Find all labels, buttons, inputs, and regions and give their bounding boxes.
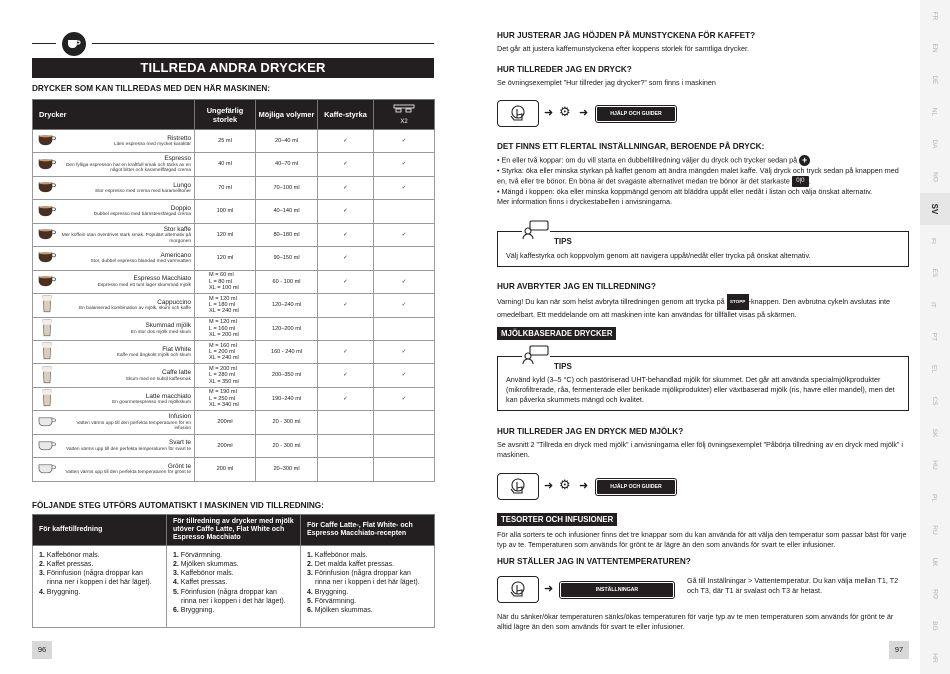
volume-cell: 20–300 ml (256, 458, 318, 481)
double-cell (374, 458, 435, 481)
s3-bullet-2: • Styrka: öka eller minska styrkan på kaffet genom att ändra mängden malet kaffe. Välj dryck och tryck sedan på knappen med en, två eller tre bönor. En böna är det svagaste alternativet medan tre bönor är det starkaste 0|0 . (497, 166, 899, 186)
s5-title: HUR TILLREDER JAG EN DRYCK MED MJÖLK? (497, 427, 684, 436)
language-tab-label: CS (931, 396, 939, 406)
tea-text: För alla sorters te och infusioner finns det tre knappar som du kan använda för att välja den temperatur som passar bäst för varje typ av te. Temperaturen som används för grönt te är lägre än den som används för svart te eller infusioner. (497, 530, 907, 550)
col-double (374, 100, 435, 130)
drink-name: Espresso (164, 155, 191, 163)
s4-text: Varning! Du kan när som helst avbryta tillredningen genom att trycka på STOPP -knappen. Den avbrutna cykeln avslutas inte omedelbart. Ett meddelande om att maskinen inte kan användas för tillfället visas på skärmen. (497, 294, 909, 320)
tips-text-2: Använd kyld (3–5 °C) och pastöriserad UHT-behandlad mjölk för skummet. Det går att använda specialmjölkprodukter (mikrofiltrerade, råa, fermenterade eller berikade mjölkprodukter) eller växtbaserad mjölk (ris, havre eller mandel), men det kan påverka skummets mängd och kvalitet. (506, 375, 895, 405)
strength-cell (318, 317, 374, 340)
drink-cell (33, 364, 195, 387)
size-cell (195, 270, 256, 293)
gear-icon: ⚙ (559, 477, 571, 492)
language-tab-label: DE (931, 75, 939, 85)
table-row (33, 223, 435, 246)
table-row (33, 340, 435, 363)
touch-hand-icon (497, 100, 539, 127)
size-value: 200ml (217, 442, 233, 449)
cup-icon (37, 462, 57, 476)
double-cell: ✓ (374, 176, 435, 199)
cup-icon (37, 342, 57, 362)
step-item: 6. Bryggning. (173, 606, 215, 614)
drink-cell (33, 411, 195, 434)
table-row (33, 247, 435, 270)
drink-cell (33, 458, 195, 481)
steps-col-body (301, 546, 435, 628)
col-volume: Möjliga volymer (256, 100, 318, 130)
step-item: 1. Kaffebönor mals. (39, 552, 100, 560)
coffee-cup-icon (62, 32, 86, 56)
table-row (33, 176, 435, 199)
language-tab-ro[interactable] (920, 578, 950, 610)
language-tab-hr[interactable] (920, 642, 950, 674)
stop-button: STOPP (727, 294, 749, 310)
double-cell: ✓ (374, 364, 435, 387)
strength-cell: ✓ (318, 270, 374, 293)
language-tab-label: UK (931, 557, 939, 567)
steps-col-header: För tillredning av drycker med mjölk utöver Caffe Latte, Flat White och Espresso Macchiato (167, 515, 301, 546)
language-tab-label: SV (929, 203, 939, 214)
drink-desc: Den fylliga espresson har en kraftfull smak och täcks av en något bitter och karamellfärgad crema (65, 162, 191, 174)
volume-cell: 190–240 ml (256, 387, 318, 410)
drink-cell (33, 340, 195, 363)
volume-cell: 90–150 ml (256, 247, 318, 270)
drink-desc: Stor, dubbel espresso blandad med varmvatten (90, 259, 191, 265)
strength-cell: ✓ (318, 294, 374, 317)
tips-title: TIPS (554, 237, 572, 246)
size-value: 25 ml (218, 138, 232, 144)
double-label: X2 (400, 119, 408, 125)
step-item: 3. Kaffebönor mals. (173, 570, 234, 578)
language-tab-cs[interactable] (920, 385, 950, 417)
volume-cell: 40–140 ml (256, 200, 318, 223)
arrow-icon: ➜ (579, 480, 589, 492)
double-cell: ✓ (374, 387, 435, 410)
language-tab-bg[interactable] (920, 610, 950, 642)
double-cell: ✓ (374, 270, 435, 293)
plus-icon: + (799, 155, 810, 166)
size-value: 120 ml (216, 255, 234, 262)
step-item: 2. Det malda kaffet pressas. (307, 561, 395, 569)
cup-icon (37, 228, 57, 242)
double-cell: ✓ (374, 340, 435, 363)
table-row (33, 317, 435, 340)
page-title: TILLREDA ANDRA DRYCKER (32, 58, 434, 78)
strength-cell: ✓ (318, 247, 374, 270)
size-value: M = 120 ml L = 180 ml XL = 240 ml (209, 295, 239, 315)
steps-col-header: För kaffetillredning (33, 515, 167, 546)
volume-cell: 80–180 ml (256, 223, 318, 246)
step-item: 1. Förvärmning. (173, 552, 223, 560)
cup-icon (37, 204, 57, 218)
volume-cell: 200–350 ml (256, 364, 318, 387)
language-tab-label: NO (931, 171, 939, 182)
language-tab-el[interactable] (920, 353, 950, 385)
drink-name: Americano (160, 251, 191, 259)
drink-name: Doppio (170, 205, 191, 213)
size-cell (195, 223, 256, 246)
cup-icon (37, 415, 57, 429)
s6-title: HUR STÄLLER JAG IN VATTENTEMPERATUREN? (497, 557, 691, 566)
strength-cell: ✓ (318, 387, 374, 410)
drink-name: Skummad mjölk (145, 322, 191, 330)
step-item: 2. Kaffet pressas. (39, 561, 94, 569)
speech-bubble-person-icon (522, 220, 550, 240)
language-tab-uk[interactable] (920, 546, 950, 578)
s1-text: Det går att justera kaffemunstyckena efter koppens storlek för samtliga drycker. (497, 44, 749, 53)
s1-title: HUR JUSTERAR JAG HÖJDEN PÅ MUNSTYCKENA FÖR KAFFET? (497, 31, 756, 40)
table-row (33, 294, 435, 317)
drink-name: Flat White (162, 345, 191, 353)
s3-bullet-3: • Mängd i koppen: öka eller minska koppmängd genom att bläddra uppåt eller nedåt i listan och välja önskat alternativ. (497, 187, 873, 197)
size-cell (195, 411, 256, 434)
drink-desc: Kaffe med ångkokt mjölk och skum (116, 353, 191, 359)
step-item: 6. Mjölken skummas. (307, 606, 373, 614)
language-tab-label: EL (930, 365, 938, 374)
flow-help (497, 100, 687, 128)
language-tab-it[interactable] (920, 289, 950, 321)
language-tab-label: BG (931, 621, 939, 631)
steps-list (39, 551, 160, 596)
s4-title: HUR AVBRYTER JAG EN TILLREDNING? (497, 282, 656, 291)
language-tab-label: ES (930, 268, 938, 278)
drink-cell (33, 130, 195, 153)
size-cell (195, 317, 256, 340)
table-row (33, 364, 435, 387)
strength-cell: ✓ (318, 153, 374, 176)
s5-text: Se avsnitt 2 ”Tillreda en dryck med mjölk” i anvisningarna eller följ övningsexemplet ”Påbörja tillredning av en dryck med mjölk” i maskinen. (497, 440, 903, 460)
table-row (33, 200, 435, 223)
size-cell (195, 176, 256, 199)
step-item: 4. Kaffet pressas. (173, 579, 228, 587)
cup-icon (37, 134, 57, 148)
drink-name: Espresso Macchiato (133, 275, 191, 283)
double-cell (374, 200, 435, 223)
volume-cell: 20 - 300 ml (256, 411, 318, 434)
cup-icon (37, 275, 57, 289)
arrow-icon: ➜ (544, 583, 554, 595)
language-tab-label: PT (930, 332, 938, 342)
drink-name: Cappuccino (157, 298, 191, 306)
strength-cell: ✓ (318, 340, 374, 363)
speech-bubble-person-icon (522, 345, 550, 365)
s3-bullet-1: • En eller två koppar: om du vill starta en dubbeltillredning väljer du dryck och trycker sedan på + (497, 155, 909, 166)
cup-icon (37, 181, 57, 195)
size-value: M = 190 ml L = 250 ml XL = 340 ml (209, 389, 239, 409)
language-tab-fi[interactable] (920, 225, 950, 257)
table-row (33, 458, 435, 481)
cup-icon (37, 157, 57, 171)
size-cell (195, 434, 256, 457)
volume-cell: 40–70 ml (256, 153, 318, 176)
strength-cell: ✓ (318, 176, 374, 199)
size-value: M = 200 ml L = 280 ml XL = 350 ml (209, 365, 239, 385)
strength-cell: ✓ (318, 130, 374, 153)
drink-desc: Stor espresso med crema med karamelltoner (95, 189, 191, 195)
col-strength: Kaffe-styrka (318, 100, 374, 130)
double-cup-icon (393, 104, 415, 114)
size-value: M = 120 ml L = 160 ml XL = 200 ml (209, 319, 239, 338)
size-value: 40 ml (218, 161, 232, 168)
strength-cell: ✓ (318, 200, 374, 223)
drink-cell (33, 200, 195, 223)
language-tab-label: PL (930, 493, 938, 502)
size-cell (195, 364, 256, 387)
size-cell (195, 294, 256, 317)
drink-desc: Dubbel espresso med bärnstensfärgad crema (93, 212, 191, 218)
double-cell: ✓ (374, 223, 435, 246)
step-item: 2. Mjölken skummas. (173, 561, 239, 569)
table-row (33, 434, 435, 457)
size-cell (195, 340, 256, 363)
language-tab-label: RO (931, 588, 939, 599)
language-tab-da[interactable] (920, 128, 950, 160)
step-item: 3. Förinfusion (några droppar kan rinna ner i koppen i det här läget). (39, 570, 152, 587)
step-item: 4. Bryggning. (39, 588, 81, 596)
language-tab-label: RU (931, 524, 939, 535)
col-drink: Drycker (33, 100, 195, 130)
volume-cell: 120–200 ml (256, 317, 318, 340)
language-tab-pl[interactable] (920, 482, 950, 514)
touch-hand-icon (497, 576, 539, 603)
drinks-table-heading: DRYCKER SOM KAN TILLREDAS MED DEN HÄR MASKINEN: (32, 84, 271, 93)
cup-icon (37, 389, 57, 409)
drink-cell (33, 294, 195, 317)
drink-cell (33, 270, 195, 293)
strength-icon: 0|0 (792, 176, 809, 187)
strength-cell (318, 411, 374, 434)
table-row (33, 270, 435, 293)
language-tab-sk[interactable] (920, 417, 950, 449)
size-cell (195, 458, 256, 481)
drink-cell (33, 223, 195, 246)
step-item: 3. Förinfusion (några droppar kan rinna ner i koppen i det här läget). (307, 570, 420, 587)
volume-cell: 160 - 240 ml (256, 340, 318, 363)
gear-icon: ⚙ (559, 104, 571, 119)
volume-cell: 60 - 100 ml (256, 270, 318, 293)
tea-section-label: TESORTER OCH INFUSIONER (497, 513, 617, 526)
drink-desc: En balanserad kombination av mjölk, skum och kaffe (79, 306, 191, 312)
volume-cell: 70–100 ml (256, 176, 318, 199)
size-cell (195, 200, 256, 223)
drink-desc: Mer koffein utan överdrivet stark smak. Populärt alternativ på morgonen (61, 233, 191, 244)
drink-desc: Vatten värms upp till den perfekta temperaturen för grönt te (65, 470, 191, 476)
tips-text-1: Välj kaffestyrka och koppvolym genom att navigera uppåt/nedåt eller trycka på önskat alternativ. (506, 251, 811, 260)
drink-name: Lungo (173, 181, 191, 189)
language-tab-label: FI (929, 237, 937, 244)
s6-side: Gå till Inställningar > Vattentemperatur. Du kan välja mellan T1, T2 och T3, där T1 är svalast och T3 är hetast. (687, 576, 899, 596)
table-row (33, 411, 435, 434)
volume-cell: 20–40 ml (256, 130, 318, 153)
s3-body (497, 155, 909, 208)
tips-box-1 (497, 231, 909, 267)
drink-name: Latte macchiato (145, 392, 191, 400)
table-row (33, 387, 435, 410)
s3-title: DET FINNS ETT FLERTAL INSTÄLLNINGAR, BEROENDE PÅ DRYCK: (497, 142, 765, 151)
size-value: M = 160 ml L = 200 ml XL = 240 ml (209, 342, 239, 362)
col-size: Ungefärlig storlek (195, 100, 256, 130)
help-guides-button[interactable]: HJÄLP OCH GUIDER (597, 107, 675, 121)
volume-cell: 120–240 ml (256, 294, 318, 317)
arrow-icon: ➜ (544, 107, 554, 119)
cup-icon (37, 439, 57, 453)
double-cell (374, 317, 435, 340)
flow-help-milk (497, 473, 687, 501)
size-value: 70 ml (218, 184, 232, 191)
language-tab-pt[interactable] (920, 321, 950, 353)
size-value: 200ml (217, 419, 233, 426)
step-item: 5. Förinfusion (några droppar kan rinna ner i koppen i det här läget). (173, 588, 286, 605)
cup-icon (37, 319, 57, 339)
double-cell (374, 434, 435, 457)
double-cell (374, 411, 435, 434)
s6-text: När du sänker/ökar temperaturen sänks/ökas temperaturen för varje typ av te men temperaturen som används för grönt te är alltid lägre än den som används för svart te eller infusioner. (497, 612, 894, 632)
drink-name: Stor kaffe (163, 225, 191, 233)
language-tab-en[interactable] (920, 32, 950, 64)
language-tab-label: DA (931, 139, 939, 149)
drink-cell (33, 317, 195, 340)
drink-cell (33, 434, 195, 457)
tips-title: TIPS (554, 362, 572, 371)
strength-cell: ✓ (318, 364, 374, 387)
size-cell (195, 387, 256, 410)
step-item: 4. Bryggning. (307, 588, 349, 596)
drink-name: Infusion (168, 413, 191, 421)
page-number-left: 96 (32, 641, 52, 659)
arrow-icon: ➜ (579, 107, 589, 119)
volume-cell: 20 - 300 ml (256, 434, 318, 457)
steps-list (307, 551, 428, 615)
step-item: 5. Förvärmning. (307, 597, 357, 605)
drink-name: Svart te (168, 439, 191, 447)
drink-desc: En gourmetespresso med mjölkskum (112, 399, 191, 405)
strength-cell (318, 458, 374, 481)
size-value: 200 ml (216, 466, 234, 473)
language-tab-label: HU (931, 460, 939, 471)
double-cell: ✓ (374, 130, 435, 153)
language-tab-fr[interactable] (920, 0, 950, 32)
language-tab-sv[interactable] (920, 193, 950, 225)
drink-desc: Vatten värms upp till den perfekta temperaturen för svart te (66, 446, 191, 452)
page-number-right: 97 (889, 641, 909, 659)
help-guides-button[interactable]: HJÄLP OCH GUIDER (597, 480, 675, 494)
steps-col-body (167, 546, 301, 628)
drink-name: Ristretto (167, 134, 191, 142)
milk-section-label: MJÖLKBASERADE DRYCKER (497, 327, 616, 340)
arrow-icon: ➜ (544, 480, 554, 492)
size-value: M = 60 ml L = 80 ml XL = 100 ml (209, 272, 239, 292)
language-tab-label: EN (931, 43, 939, 53)
steps-heading: FÖLJANDE STEG UTFÖRS AUTOMATISKT I MASKINEN VID TILLREDNING: (32, 501, 324, 510)
strength-cell: ✓ (318, 223, 374, 246)
drink-desc: Skum med en subtil kaffesmak (125, 376, 191, 382)
settings-button[interactable]: INSTÄLLNINGAR (561, 583, 673, 597)
language-tab-nl[interactable] (920, 96, 950, 128)
size-value: 100 ml (216, 208, 234, 215)
language-tab-hu[interactable] (920, 449, 950, 481)
language-tab-label: NL (930, 108, 938, 117)
step-item: 1. Kaffebönor mals. (307, 552, 368, 560)
s2-text: Se övningsexemplet ”Hur tillreder jag drycker?” som finns i maskinen (497, 78, 716, 87)
table-row (33, 153, 435, 176)
drink-cell (33, 247, 195, 270)
steps-list (173, 551, 294, 615)
size-cell (195, 247, 256, 270)
strength-cell (318, 434, 374, 457)
double-cell: ✓ (374, 153, 435, 176)
flow-settings (497, 576, 687, 604)
drink-cell (33, 176, 195, 199)
table-row (33, 130, 435, 153)
size-cell (195, 153, 256, 176)
drinks-table (32, 99, 435, 482)
drink-desc: Vatten värms upp till den perfekta temperaturen för en infusion (76, 420, 191, 432)
language-tab-no[interactable] (920, 161, 950, 193)
language-tab-ru[interactable] (920, 514, 950, 546)
cup-icon (37, 251, 57, 265)
drink-name: Caffe latte (161, 369, 191, 377)
touch-hand-icon (497, 473, 539, 500)
drink-desc: En stor dos mjölk med skum (130, 329, 191, 335)
steps-table (32, 514, 435, 628)
cup-icon (37, 365, 57, 385)
drink-name: Grönt te (167, 462, 191, 470)
drink-cell (33, 387, 195, 410)
size-value: 120 ml (216, 231, 234, 238)
size-cell (195, 130, 256, 153)
double-cell: ✓ (374, 294, 435, 317)
drink-desc: Espresso med ett tunt lager skummad mjölk (97, 282, 191, 288)
language-tab-label: SK (930, 429, 938, 438)
language-tab-label: FR (930, 11, 938, 21)
cup-icon (37, 295, 57, 315)
s2-title: HUR TILLREDER JAG EN DRYCK? (497, 65, 632, 74)
language-tab-es[interactable] (920, 257, 950, 289)
s3-more: Mer information finns i dryckestabellen i anvisningarna. (497, 197, 672, 207)
language-tabs (920, 0, 950, 674)
header-rule-right (92, 43, 434, 44)
header-rule-left (32, 43, 56, 44)
tips-box-2 (497, 356, 909, 411)
language-tab-label: IT (929, 302, 937, 308)
drink-cell (33, 153, 195, 176)
language-tab-label: HR (931, 653, 939, 663)
language-tab-de[interactable] (920, 64, 950, 96)
steps-col-header: För Caffe Latte-, Flat White- och Espresso Macchiato-recepten (301, 515, 435, 546)
drink-desc: Liten espresso med mycket karaktär (113, 142, 191, 148)
double-cell (374, 247, 435, 270)
steps-col-body (33, 546, 167, 628)
